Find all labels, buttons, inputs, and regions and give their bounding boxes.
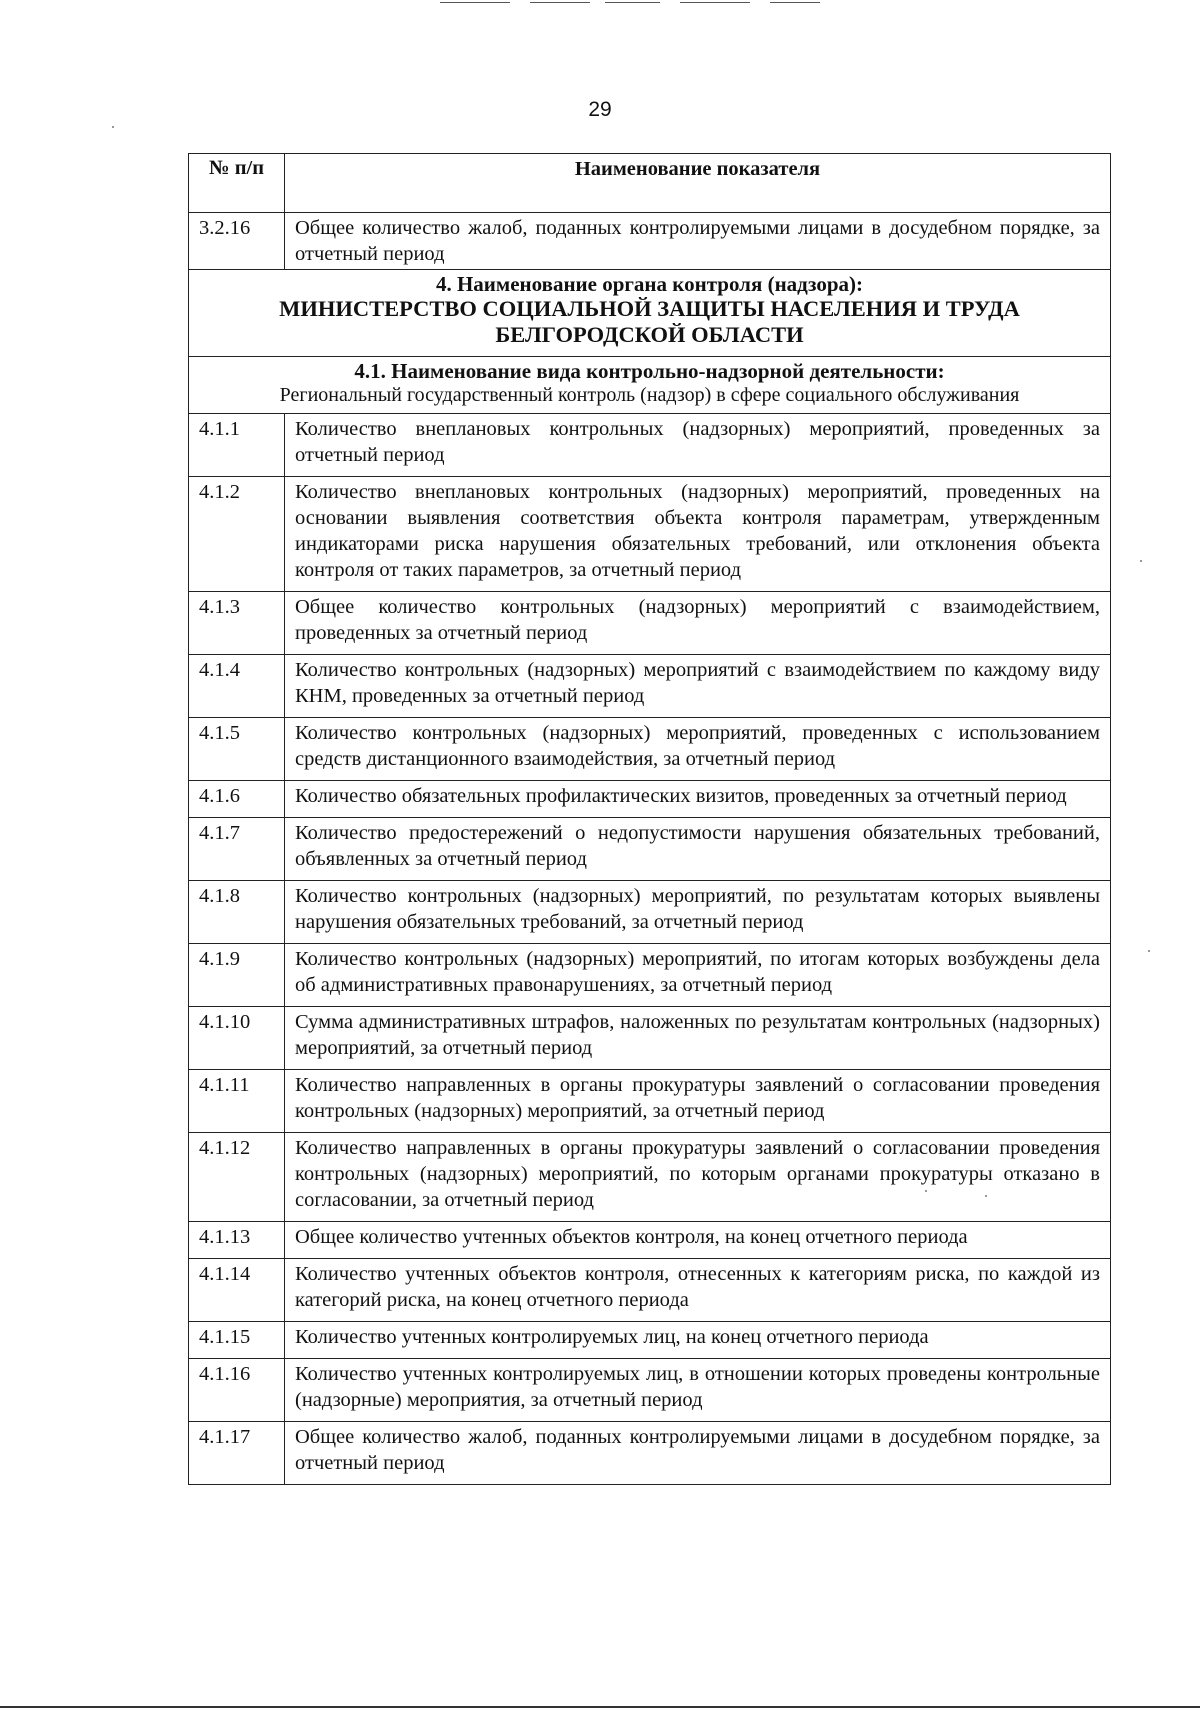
subsection-row: [189, 357, 1111, 414]
row-text: Количество учтенных контролируемых лиц, в отношении которых проведены контрольные (надзорные) мероприятия, за отчетный период: [285, 1359, 1111, 1422]
scan-bottom-edge: [0, 1706, 1200, 1708]
row-text: Общее количество жалоб, поданных контролируемыми лицами в досудебном порядке, за отчетный период: [285, 1422, 1111, 1485]
table-row: [189, 1222, 1111, 1259]
row-number: 4.1.12: [189, 1133, 285, 1222]
row-number: 4.1.5: [189, 718, 285, 781]
table-row: [189, 1359, 1111, 1422]
section-cell: [189, 270, 1111, 357]
row-number: 4.1.10: [189, 1007, 285, 1070]
row-text: Количество внеплановых контрольных (надзорных) мероприятий, проведенных за отчетный период: [285, 414, 1111, 477]
row-text: Количество предостережений о недопустимости нарушения обязательных требований, объявленных за отчетный период: [285, 818, 1111, 881]
row-text: Общее количество жалоб, поданных контролируемыми лицами в досудебном порядке, за отчетный период: [285, 213, 1111, 270]
section-row: [189, 270, 1111, 357]
table-row: [189, 818, 1111, 881]
row-text: Количество внеплановых контрольных (надзорных) мероприятий, проведенных на основании выявления соответствия объекта контроля параметрам, утвержденным индикаторами риска нарушения обязательных требований, или отклонения объекта контроля от таких параметров, за отчетный период: [285, 477, 1111, 592]
table-row: [189, 1422, 1111, 1485]
page-number: 29: [588, 98, 612, 121]
row-text: Количество учтенных контролируемых лиц, на конец отчетного периода: [285, 1322, 1111, 1359]
row-text: Общее количество учтенных объектов контроля, на конец отчетного периода: [285, 1222, 1111, 1259]
scan-speck: [112, 126, 114, 128]
subsection-title: 4.1. Наименование вида контрольно-надзорной деятельности:: [354, 359, 945, 383]
scan-speck: [1140, 560, 1142, 562]
row-text: Сумма административных штрафов, наложенных по результатам контрольных (надзорных) мероприятий, за отчетный период: [285, 1007, 1111, 1070]
row-text: Количество контрольных (надзорных) мероприятий, по результатам которых выявлены нарушения обязательных требований, за отчетный период: [285, 881, 1111, 944]
row-text: Количество учтенных объектов контроля, отнесенных к категориям риска, по каждой из категорий риска, на конец отчетного периода: [285, 1259, 1111, 1322]
table-header-row: [189, 154, 1111, 213]
scan-speck: [985, 1195, 987, 1197]
table-row: [189, 477, 1111, 592]
row-text: Количество контрольных (надзорных) мероприятий, по итогам которых возбуждены дела об административных правонарушениях, за отчетный период: [285, 944, 1111, 1007]
row-number: 4.1.3: [189, 592, 285, 655]
row-number: 4.1.11: [189, 1070, 285, 1133]
table-row: [189, 592, 1111, 655]
table-row: [189, 1259, 1111, 1322]
table-row: [189, 1070, 1111, 1133]
table-row: [189, 718, 1111, 781]
row-number: 4.1.7: [189, 818, 285, 881]
section-title: 4. Наименование органа контроля (надзора):: [435, 272, 864, 296]
subsection-cell: [189, 357, 1111, 414]
section-organ: МИНИСТЕРСТВО СОЦИАЛЬНОЙ ЗАЩИТЫ НАСЕЛЕНИЯ И ТРУДА БЕЛГОРОДСКОЙ ОБЛАСТИ: [279, 296, 1020, 347]
indicators-table: [188, 153, 1111, 1485]
table-row: [189, 655, 1111, 718]
row-number: 4.1.17: [189, 1422, 285, 1485]
row-number: 4.1.15: [189, 1322, 285, 1359]
header-num: № п/п: [189, 154, 285, 213]
row-number: 4.1.9: [189, 944, 285, 1007]
row-text: Количество обязательных профилактических визитов, проведенных за отчетный период: [285, 781, 1111, 818]
row-number: 4.1.8: [189, 881, 285, 944]
table-row: [189, 1007, 1111, 1070]
row-number: 4.1.16: [189, 1359, 285, 1422]
table-row: [189, 881, 1111, 944]
row-text: Количество контрольных (надзорных) мероприятий, проведенных с использованием средств дистанционного взаимодействия, за отчетный период: [285, 718, 1111, 781]
row-text: Общее количество контрольных (надзорных) мероприятий с взаимодействием, проведенных за отчетный период: [285, 592, 1111, 655]
table-row: [189, 414, 1111, 477]
row-number: 4.1.14: [189, 1259, 285, 1322]
row-text: Количество контрольных (надзорных) мероприятий с взаимодействием по каждому виду КНМ, проведенных за отчетный период: [285, 655, 1111, 718]
table-row: [189, 1133, 1111, 1222]
table-row: [189, 213, 1111, 270]
table-row: [189, 944, 1111, 1007]
row-number: 4.1.6: [189, 781, 285, 818]
scan-top-marks: [440, 0, 920, 6]
row-number: 4.1.4: [189, 655, 285, 718]
row-text: Количество направленных в органы прокуратуры заявлений о согласовании проведения контрольных (надзорных) мероприятий, по которым органами прокуратуры отказано в согласовании, за отчетный период: [285, 1133, 1111, 1222]
scan-speck: [1148, 950, 1150, 952]
row-text: Количество направленных в органы прокуратуры заявлений о согласовании проведения контрольных (надзорных) мероприятий, за отчетный период: [285, 1070, 1111, 1133]
table-row: [189, 781, 1111, 818]
row-number: 4.1.13: [189, 1222, 285, 1259]
row-number: 4.1.1: [189, 414, 285, 477]
table-row: [189, 1322, 1111, 1359]
row-number: 3.2.16: [189, 213, 285, 270]
header-name: Наименование показателя: [285, 154, 1111, 213]
row-number: 4.1.2: [189, 477, 285, 592]
subsection-kind: Региональный государственный контроль (надзор) в сфере социального обслуживания: [279, 384, 1020, 406]
scan-speck: [925, 1190, 927, 1192]
